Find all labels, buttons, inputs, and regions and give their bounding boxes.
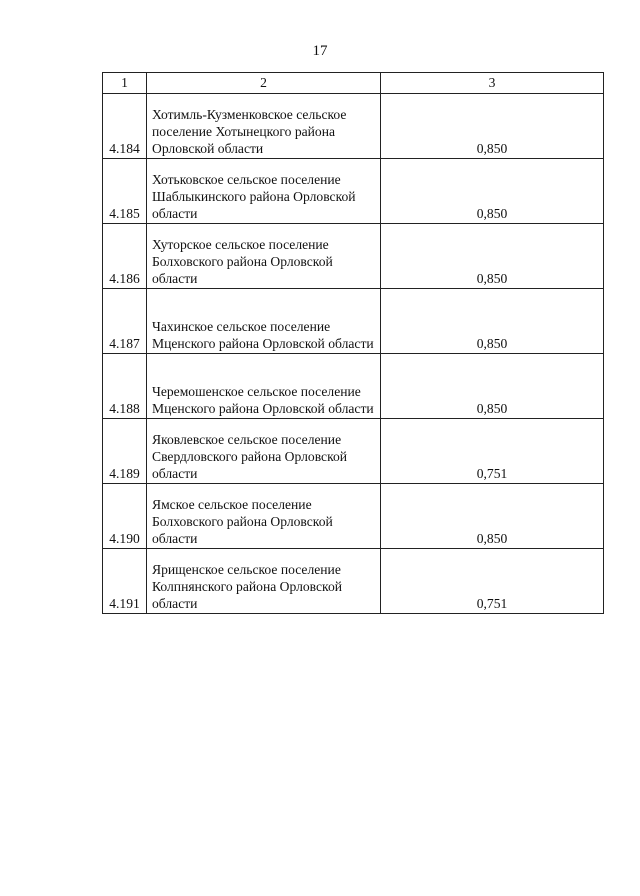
row-number: 4.186 xyxy=(103,224,147,289)
table-row xyxy=(103,419,604,484)
table-row xyxy=(103,224,604,289)
data-table xyxy=(102,72,604,614)
row-number: 4.191 xyxy=(103,549,147,614)
settlement-name: Яковлевское сельское поселение Свердловского района Орловской области xyxy=(147,419,381,484)
settlement-name: Ярищенское сельское поселение Колпнянского района Орловской области xyxy=(147,549,381,614)
table-row xyxy=(103,94,604,159)
settlement-name: Чахинское сельское поселение Мценского района Орловской области xyxy=(147,289,381,354)
coefficient-value: 0,850 xyxy=(381,159,604,224)
coefficient-value: 0,850 xyxy=(381,94,604,159)
settlement-name: Черемошенское сельское поселение Мценского района Орловской области xyxy=(147,354,381,419)
row-number: 4.189 xyxy=(103,419,147,484)
row-number: 4.187 xyxy=(103,289,147,354)
column-header-1: 1 xyxy=(103,73,147,94)
coefficient-value: 0,850 xyxy=(381,224,604,289)
column-header-3: 3 xyxy=(381,73,604,94)
table-row xyxy=(103,354,604,419)
table-row xyxy=(103,289,604,354)
page-number: 17 xyxy=(312,43,328,59)
table-row xyxy=(103,484,604,549)
row-number: 4.188 xyxy=(103,354,147,419)
table-row xyxy=(103,549,604,614)
coefficient-value: 0,751 xyxy=(381,549,604,614)
settlement-name: Хотимль-Кузменковское сельское поселение Хотынецкого района Орловской области xyxy=(147,94,381,159)
coefficient-value: 0,850 xyxy=(381,484,604,549)
table-header-row xyxy=(103,73,604,94)
coefficient-value: 0,850 xyxy=(381,354,604,419)
row-number: 4.185 xyxy=(103,159,147,224)
row-number: 4.184 xyxy=(103,94,147,159)
settlement-name: Хотьковское сельское поселение Шаблыкинского района Орловской области xyxy=(147,159,381,224)
coefficient-value: 0,850 xyxy=(381,289,604,354)
coefficient-value: 0,751 xyxy=(381,419,604,484)
settlement-name: Хуторское сельское поселение Болховского района Орловской области xyxy=(147,224,381,289)
column-header-2: 2 xyxy=(147,73,381,94)
settlement-name: Ямское сельское поселение Болховского района Орловской области xyxy=(147,484,381,549)
row-number: 4.190 xyxy=(103,484,147,549)
table-row xyxy=(103,159,604,224)
